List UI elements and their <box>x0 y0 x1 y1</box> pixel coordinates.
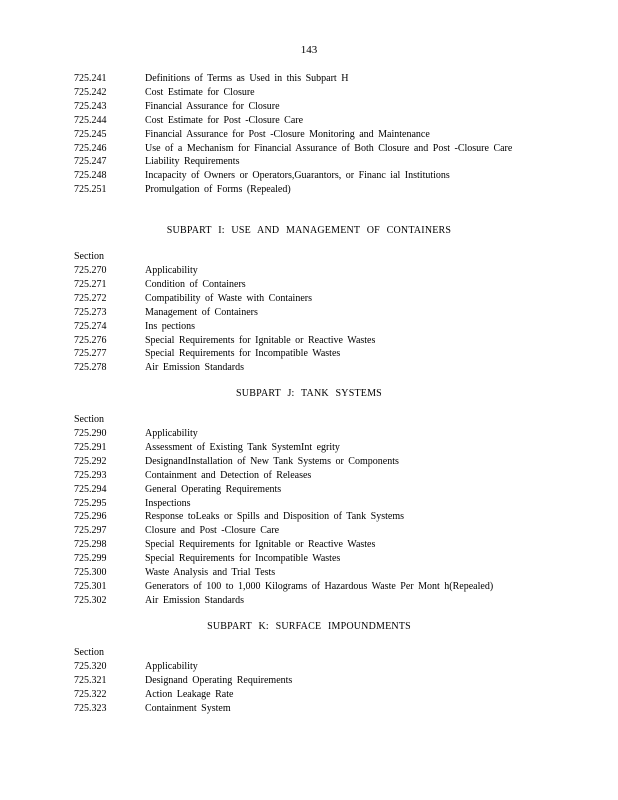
section-number: 725.291 <box>74 441 107 453</box>
section-number: 725.274 <box>74 320 107 332</box>
toc-entry <box>74 334 544 348</box>
toc-entry <box>74 264 544 278</box>
section-label: Section <box>74 414 104 425</box>
section-number: 725.243 <box>74 100 107 112</box>
toc-entry <box>74 128 544 142</box>
section-number: 725.272 <box>74 292 107 304</box>
section-title: Applicability <box>145 661 198 672</box>
toc-entry <box>74 483 544 497</box>
toc-entry <box>74 100 544 114</box>
section-number: 725.277 <box>74 348 107 360</box>
page-number: 143 <box>300 44 318 56</box>
toc-entry <box>74 347 544 361</box>
section-number: 725.278 <box>74 362 107 374</box>
section-title: Incapacity of Owners or Operators,Guarantors, or Financ ial Institutions <box>145 170 450 182</box>
toc-entry <box>74 552 544 566</box>
toc-entry <box>74 538 544 552</box>
subpart-i-entry-list <box>74 264 544 375</box>
section-number: 725.276 <box>74 334 107 346</box>
section-title: Special Requirements for Incompatible Wastes <box>145 348 341 360</box>
toc-entry <box>74 660 544 674</box>
subpart-i-heading: SUBPART I: USE AND MANAGEMENT OF CONTAINERS <box>166 225 452 236</box>
section-title: Liability Requirements <box>145 156 240 168</box>
section-number: 725.299 <box>74 553 107 565</box>
section-title: Compatibility of Waste with Containers <box>145 292 312 304</box>
section-title: Special Requirements for Ignitable or Reactive Wastes <box>145 334 376 346</box>
section-number: 725.300 <box>74 567 107 579</box>
toc-entry <box>74 674 544 688</box>
section-title: Special Requirements for Incompatible Wastes <box>145 553 341 565</box>
section-number: 725.322 <box>74 688 107 700</box>
section-number: 725.242 <box>74 86 107 98</box>
section-title: Use of a Mechanism for Financial Assurance of Both Closure and Post -Closure Care <box>145 142 513 154</box>
section-title: Definitions of Terms as Used in this Subpart H <box>145 73 349 84</box>
section-title: Financial Assurance for Closure <box>145 100 280 112</box>
section-number: 725.301 <box>74 580 107 592</box>
section-number: 725.271 <box>74 278 107 290</box>
toc-entry <box>74 702 544 716</box>
section-title: Designand Operating Requirements <box>145 674 293 686</box>
section-title: General Operating Requirements <box>145 483 282 495</box>
section-number: 725.245 <box>74 128 107 140</box>
section-title: Containment and Detection of Releases <box>145 469 312 481</box>
section-number: 725.321 <box>74 674 107 686</box>
section-number: 725.244 <box>74 114 107 126</box>
toc-entry <box>74 114 544 128</box>
section-title: Assessment of Existing Tank SystemInt egrity <box>145 441 340 453</box>
section-title: Cost Estimate for Closure <box>145 86 255 98</box>
section-title: Ins pections <box>145 320 196 332</box>
toc-entry <box>74 469 544 483</box>
section-number: 725.297 <box>74 525 107 537</box>
section-number: 725.295 <box>74 497 107 509</box>
section-number: 725.273 <box>74 306 107 318</box>
toc-entry <box>74 427 544 441</box>
section-title: Response toLeaks or Spills and Disposition of Tank Systems <box>145 511 404 523</box>
section-number: 725.294 <box>74 483 107 495</box>
section-title: Air Emission Standards <box>145 594 244 606</box>
section-number: 725.270 <box>74 265 107 276</box>
section-number: 725.296 <box>74 511 107 523</box>
section-number: 725.251 <box>74 184 107 196</box>
toc-entry <box>74 524 544 538</box>
toc-entry <box>74 86 544 100</box>
section-number: 725.247 <box>74 156 107 168</box>
toc-entry <box>74 155 544 169</box>
section-number: 725.302 <box>74 594 107 606</box>
section-title: Special Requirements for Ignitable or Reactive Wastes <box>145 539 376 551</box>
section-title: Inspections <box>145 497 191 509</box>
section-title: Financial Assurance for Post -Closure Monitoring and Maintenance <box>145 128 430 140</box>
toc-entry <box>74 142 544 156</box>
toc-entry <box>74 566 544 580</box>
section-title: Applicability <box>145 265 198 276</box>
section-number: 725.292 <box>74 455 107 467</box>
section-title: Cost Estimate for Post -Closure Care <box>145 114 304 126</box>
section-title: Air Emission Standards <box>145 362 244 374</box>
subpart-j-heading: SUBPART J: TANK SYSTEMS <box>236 388 382 399</box>
section-title: DesignandInstallation of New Tank Systems or Components <box>145 455 399 467</box>
toc-entry <box>74 306 544 320</box>
section-number: 725.248 <box>74 170 107 182</box>
subpart-h-entry-list <box>74 72 544 197</box>
subpart-k-heading: SUBPART K: SURFACE IMPOUNDMENTS <box>207 621 411 632</box>
section-title: Action Leakage Rate <box>145 688 234 700</box>
toc-entry <box>74 594 544 608</box>
section-number: 725.298 <box>74 539 107 551</box>
toc-entry <box>74 510 544 524</box>
section-label: Section <box>74 647 104 658</box>
toc-entry <box>74 183 544 197</box>
toc-entry <box>74 580 544 594</box>
subpart-k-entry-list <box>74 660 544 716</box>
toc-entry <box>74 688 544 702</box>
section-title: Condition of Containers <box>145 278 246 290</box>
section-number: 725.323 <box>74 702 107 714</box>
toc-entry <box>74 278 544 292</box>
section-title: Generators of 100 to 1,000 Kilograms of Hazardous Waste Per Mont h(Repealed) <box>145 580 494 592</box>
section-number: 725.293 <box>74 469 107 481</box>
toc-entry <box>74 169 544 183</box>
section-label: Section <box>74 251 104 262</box>
section-title: Promulgation of Forms (Repealed) <box>145 184 291 196</box>
section-number: 725.290 <box>74 428 107 439</box>
toc-entry <box>74 497 544 511</box>
section-number: 725.320 <box>74 661 107 672</box>
section-title: Waste Analysis and Trial Tests <box>145 567 276 579</box>
section-title: Management of Containers <box>145 306 258 318</box>
section-title: Containment System <box>145 702 231 714</box>
section-title: Applicability <box>145 428 198 439</box>
toc-entry <box>74 361 544 375</box>
subpart-j-entry-list <box>74 427 544 608</box>
section-title: Closure and Post -Closure Care <box>145 525 280 537</box>
toc-entry <box>74 320 544 334</box>
toc-entry <box>74 72 544 86</box>
section-number: 725.246 <box>74 142 107 154</box>
toc-entry <box>74 292 544 306</box>
section-number: 725.241 <box>74 73 107 84</box>
toc-entry <box>74 441 544 455</box>
toc-entry <box>74 455 544 469</box>
